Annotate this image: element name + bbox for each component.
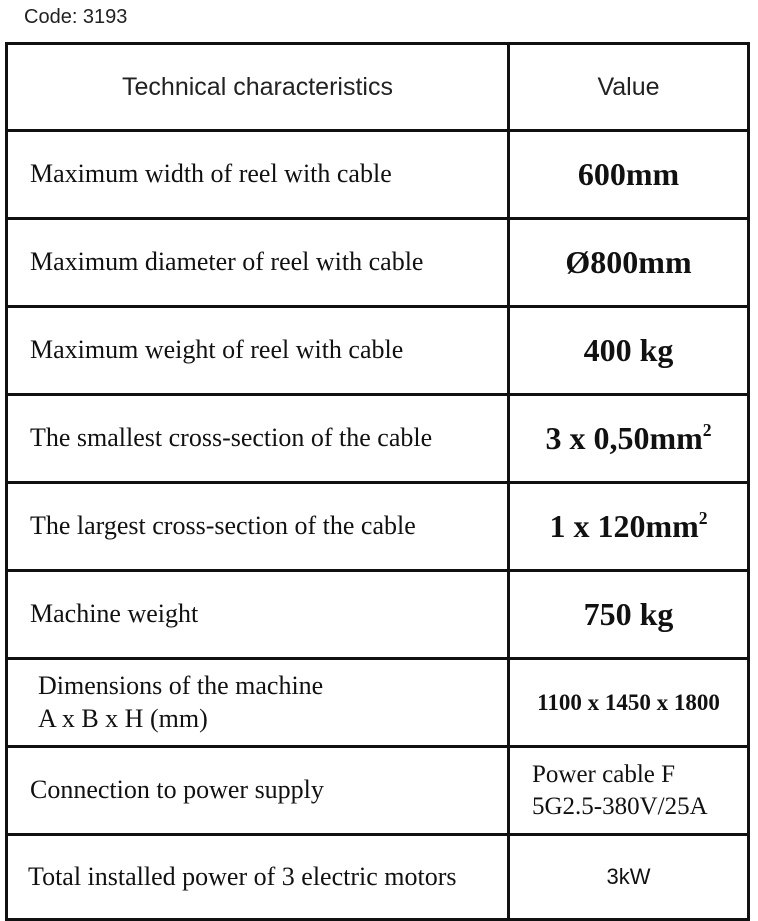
- row-value: 400 kg: [509, 307, 749, 395]
- row-name: Connection to power supply: [7, 747, 509, 835]
- value-superscript: 2: [698, 507, 708, 528]
- product-code: Code: 3193: [24, 6, 128, 28]
- row-name: Machine weight: [7, 571, 509, 659]
- table-header-row: [7, 44, 749, 131]
- table-row: [7, 835, 749, 920]
- table-row: [7, 219, 749, 307]
- specifications-table: [5, 42, 750, 921]
- header-value: Value: [509, 44, 749, 131]
- table-row: [7, 307, 749, 395]
- row-value: [509, 483, 749, 571]
- value-superscript: 2: [702, 419, 712, 440]
- table-row: [7, 747, 749, 835]
- row-value: 600mm: [509, 131, 749, 219]
- row-name: Maximum diameter of reel with cable: [7, 219, 509, 307]
- table-row: [7, 131, 749, 219]
- row-name: The largest cross-section of the cable: [7, 483, 509, 571]
- row-name-line-1: Dimensions of the machine: [38, 671, 324, 700]
- row-value-line-2: 5G2.5-380V/25A: [532, 792, 708, 820]
- row-value: 1100 x 1450 x 1800: [509, 659, 749, 747]
- table-row: [7, 571, 749, 659]
- value-text: 3 x 0,50mm: [545, 420, 703, 457]
- table-row: [7, 659, 749, 747]
- row-value: [509, 395, 749, 483]
- table-row: [7, 483, 749, 571]
- row-name: Maximum weight of reel with cable: [7, 307, 509, 395]
- row-name: The smallest cross-section of the cable: [7, 395, 509, 483]
- row-value: Ø800mm: [509, 219, 749, 307]
- row-name: Total installed power of 3 electric motors: [7, 835, 509, 920]
- row-name: [7, 659, 509, 747]
- row-value: 3kW: [509, 835, 749, 920]
- row-name-line-2: A x B x H (mm): [38, 703, 208, 733]
- row-value-line-1: Power cable F: [532, 761, 676, 789]
- header-characteristic: Technical characteristics: [7, 44, 509, 131]
- row-name: Maximum width of reel with cable: [7, 131, 509, 219]
- row-value: 750 kg: [509, 571, 749, 659]
- value-text: 1 x 120mm: [549, 508, 699, 545]
- row-value: [509, 747, 749, 835]
- table-row: [7, 395, 749, 483]
